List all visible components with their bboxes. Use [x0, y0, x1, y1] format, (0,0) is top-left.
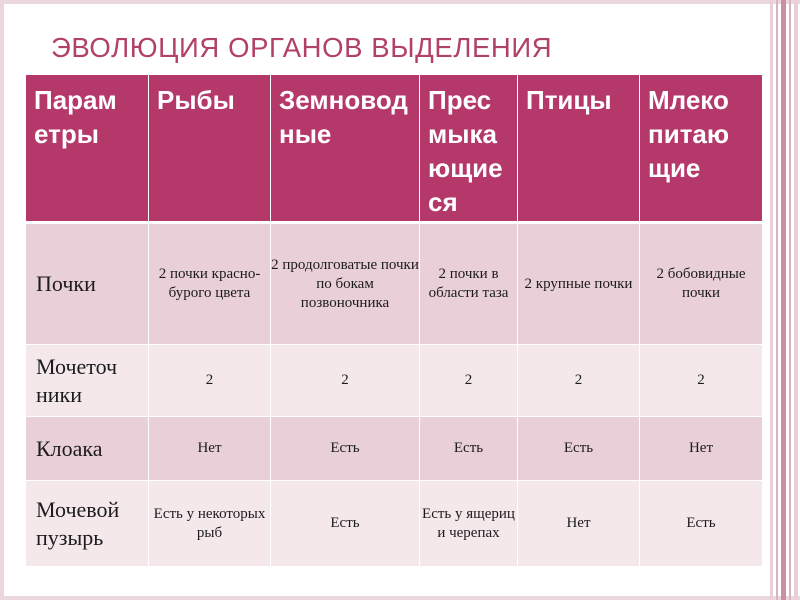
table-row-bladder [26, 481, 763, 567]
table-cell: 2 почки в области таза [420, 223, 518, 345]
table-cell: Есть у некоторых рыб [149, 481, 271, 567]
table-row-kidneys [26, 223, 763, 345]
table-cell: 2 крупные почки [518, 223, 640, 345]
slide-frame-top [0, 0, 800, 4]
table-cell: Есть [271, 417, 420, 481]
header-cell-birds: Птицы [518, 75, 640, 223]
table-cell: 2 бобовидные почки [640, 223, 763, 345]
table-cell: Есть у ящериц и черепах [420, 481, 518, 567]
row-label: Клоака [26, 417, 149, 481]
header-cell-reptiles: Прес мыка ющие ся [420, 75, 518, 223]
row-label: Мочеточ ники [26, 345, 149, 417]
table-cell: 2 почки красно-бурого цвета [149, 223, 271, 345]
table-cell: 2 [271, 345, 420, 417]
header-cell-mammals: Млеко питаю щие [640, 75, 763, 223]
table-cell: Нет [640, 417, 763, 481]
row-label: Мочевой пузырь [26, 481, 149, 567]
table-cell: Есть [518, 417, 640, 481]
table-header-row [26, 75, 763, 223]
slide-title: ЭВОЛЮЦИЯ ОРГАНОВ ВЫДЕЛЕНИЯ [51, 32, 553, 63]
table-cell: Есть [271, 481, 420, 567]
table-cell: 2 [640, 345, 763, 417]
table-cell: Нет [149, 417, 271, 481]
table-cell: 2 продолговатые почки по бокам позвоночника [271, 223, 420, 345]
table-cell: 2 [420, 345, 518, 417]
slide-frame-left [0, 0, 4, 600]
table-cell: 2 [518, 345, 640, 417]
table-row-cloaca [26, 417, 763, 481]
table-cell: Есть [640, 481, 763, 567]
decorative-stripes [768, 0, 800, 600]
row-label: Почки [26, 223, 149, 345]
table-row-ureters [26, 345, 763, 417]
table-cell: Есть [420, 417, 518, 481]
header-cell-fish: Рыбы [149, 75, 271, 223]
header-cell-amphibians: Земновод ные [271, 75, 420, 223]
slide-frame-bottom [0, 596, 800, 600]
header-cell-parameters: Парам етры [26, 75, 149, 223]
table-cell: 2 [149, 345, 271, 417]
table-cell: Нет [518, 481, 640, 567]
comparison-table [25, 74, 763, 567]
